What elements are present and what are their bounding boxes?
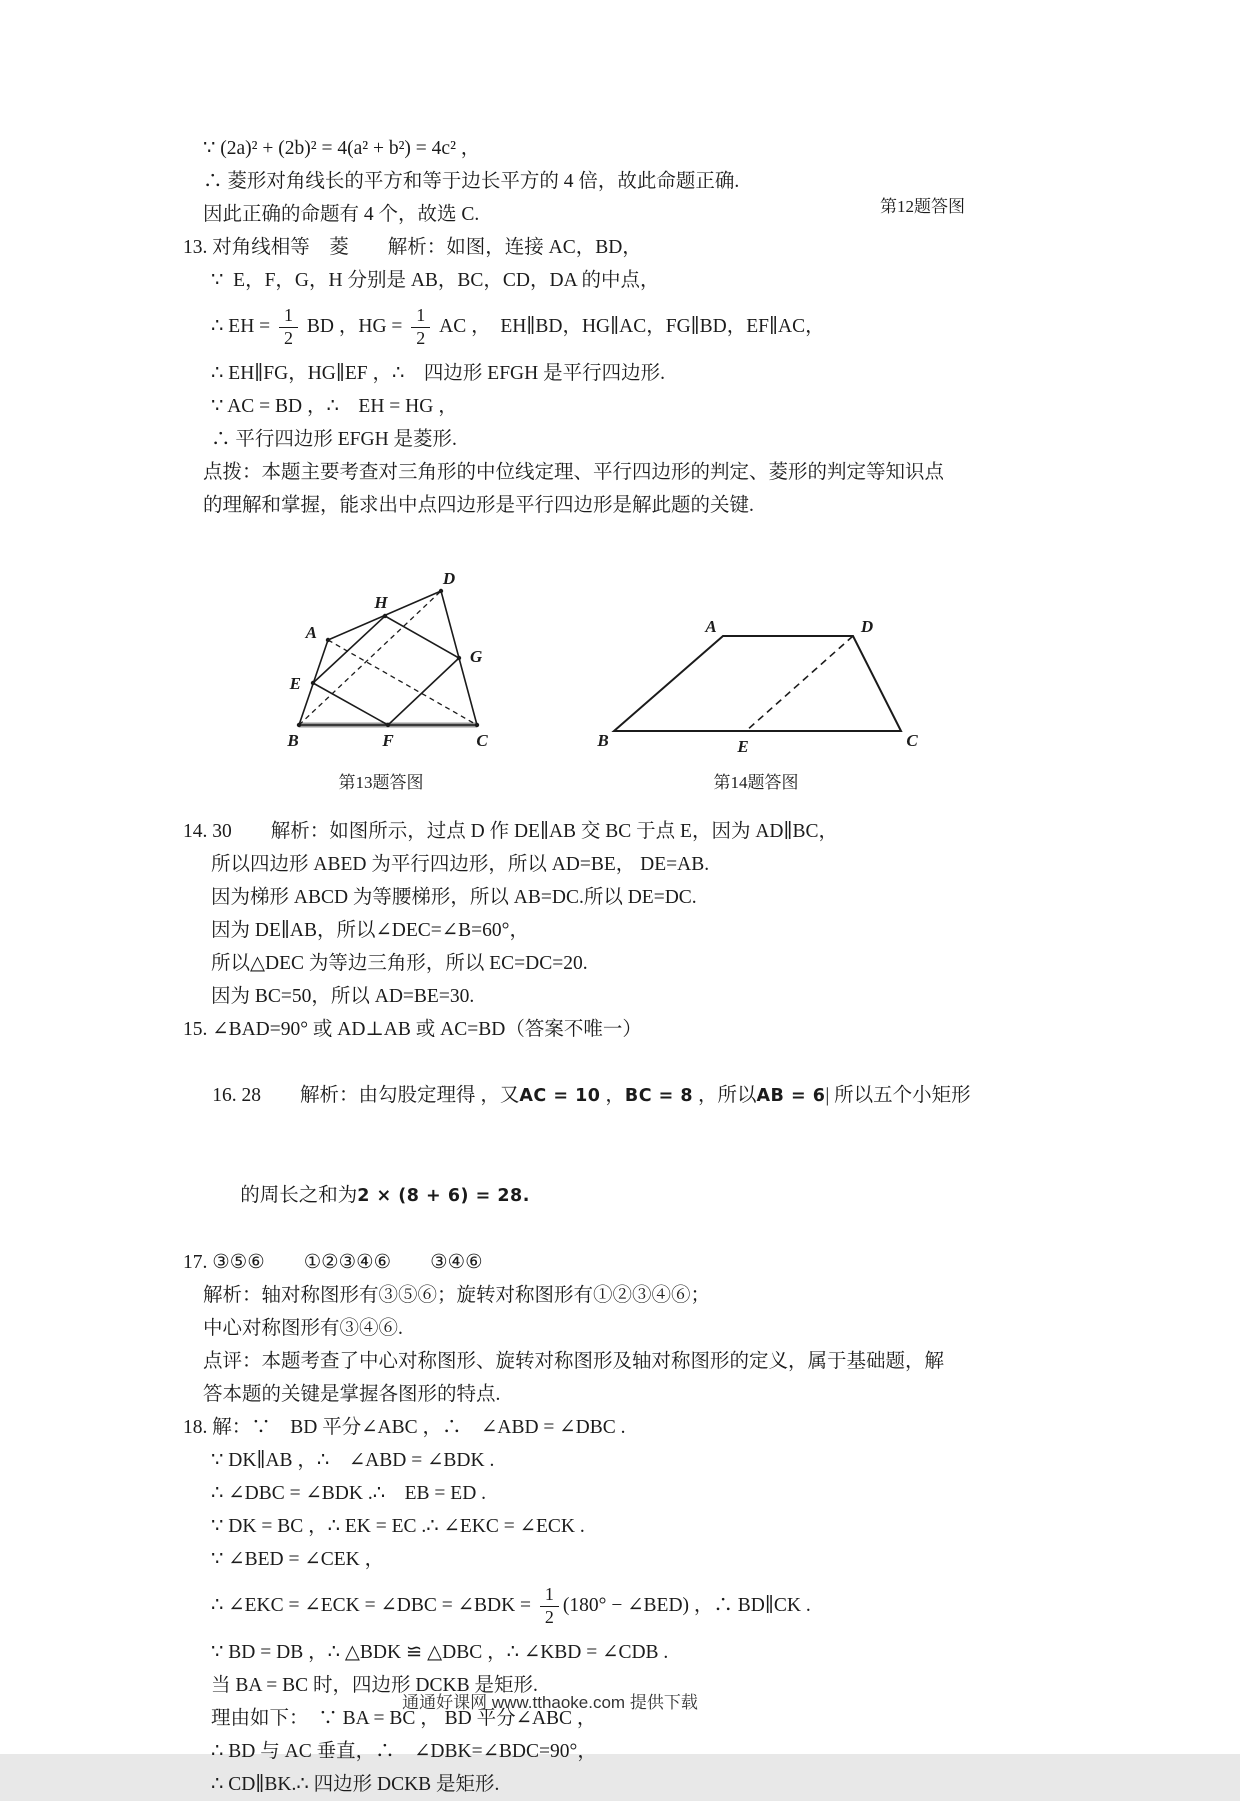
q18-line-8: 当 BA = BC 时，四边形 DCKB 是矩形. [211, 1675, 538, 1697]
math-text: ∴ EH = [211, 316, 276, 338]
fig13-vertex-h [383, 614, 387, 618]
math-text: BD ，HG = [302, 316, 408, 338]
math-text: AC ， EH∥BD，HG∥AC，FG∥BD，EF∥AC， [434, 316, 825, 338]
footer-site-link: 通通好课网 www.tthaoke.com 提供下载 [402, 1693, 698, 1712]
fraction-numerator: 1 [279, 305, 298, 328]
fraction-numerator: 1 [540, 1584, 559, 1607]
figures-row [183, 548, 1063, 793]
math-bold: BC = 8 [624, 1086, 694, 1107]
fraction-numerator: 1 [411, 305, 430, 328]
fig13-quadrilateral-efgh [313, 616, 459, 725]
fig13-drawing [241, 548, 521, 758]
math-text: ∴ ∠EKC = ∠ECK = ∠DBC = ∠BDK = [211, 1595, 536, 1617]
q18-line-6 [211, 1576, 1063, 1636]
q15-line: 15. ∠BAD=90° 或 AD⊥AB 或 AC=BD（答案不唯一） [183, 1019, 642, 1041]
q17-line-2: 解析：轴对称图形有③⑤⑥；旋转对称图形有①②③④⑥； [203, 1285, 711, 1307]
math-bold: AB = 6 [756, 1086, 826, 1107]
fig13-vertex-f [386, 723, 390, 727]
document-content [183, 132, 1063, 1801]
fig14-label-d: D [860, 617, 874, 637]
q18-line-5: ∵ ∠BED = ∠CEK ， [211, 1549, 385, 1571]
fig13-quadrilateral-abcd [299, 591, 477, 725]
math-text: (180° − ∠BED) ，∴ BD∥CK . [562, 1595, 811, 1617]
fraction [411, 305, 430, 349]
q18-line-2: ∵ DK∥AB ，∴ ∠ABD = ∠BDK . [211, 1450, 495, 1472]
fraction [279, 305, 298, 349]
solution-text: 16. 28 解析：由勾股定理得 ，又 [212, 1085, 520, 1107]
fig13-vertex-c [475, 723, 479, 727]
fig13-label-b: B [287, 731, 299, 751]
fig13-label-c: C [476, 731, 488, 751]
q18-line-11: ∴ CD∥BK.∴ 四边形 DCKB 是矩形. [211, 1774, 500, 1796]
q17-head-line: 17. ③⑤⑥ ①②③④⑥ ③④⑥ [183, 1252, 483, 1274]
q14-line-6: 因为 BC=50，所以 AD=BE=30. [211, 986, 475, 1008]
fig14-label-a: A [705, 617, 717, 637]
q18-line-3: ∴ ∠DBC = ∠BDK .∴ EB = ED . [211, 1483, 487, 1505]
math-bold: 2 × (8 + 6) = 28. [357, 1186, 530, 1207]
q13-line-midpoints: ∵ E，F，G，H 分别是 AB，BC，CD，DA 的中点， [211, 270, 660, 291]
fraction-denominator: 2 [284, 327, 294, 348]
fig14-label-c: C [906, 731, 918, 751]
solution-text: ， [600, 1085, 625, 1107]
q13-note-line1: 点拨：本题主要考查对三角形的中位线定理、平行四边形的判定、菱形的判定等知识点 [203, 462, 945, 484]
q13-head-line: 13. 对角线相等 菱 解析：如图，连接 AC，BD， [183, 237, 642, 258]
q12-line-formula: ∵ (2a)² + (2b)² = 4(a² + b²) = 4c² ， [203, 138, 481, 159]
math-bold: AC = 10 [519, 1086, 601, 1107]
solution-text: | 所以五个小矩形 [825, 1085, 971, 1107]
fig13-label-f: F [382, 731, 394, 751]
q14-line-4: 因为 DE∥AB，所以∠DEC=∠B=60°， [211, 920, 529, 942]
fig14-drawing [591, 616, 921, 758]
q13-line-parallelogram: ∴ EH∥FG，HG∥EF ，∴ 四边形 EFGH 是平行四边形. [211, 363, 665, 385]
q18-line-9: 理由如下： ∵ BA = BC ， BD 平分∠ABC ， [211, 1708, 597, 1730]
q16-head-line [183, 1046, 1063, 1146]
q18-line-7: ∵ BD = DB ，∴ △BDK ≌ △DBC ，∴ ∠KBD = ∠CDB . [211, 1642, 669, 1664]
fig13-vertex-b [297, 723, 301, 727]
q14-head-line: 14. 30 解析：如图所示，过点 D 作 DE∥AB 交 BC 于点 E，因为 AD∥BC， [183, 821, 839, 843]
fraction-denominator: 2 [416, 327, 426, 348]
fraction-denominator: 2 [544, 1606, 554, 1627]
solution-text: 的周长之和为 [240, 1185, 358, 1207]
q17-note-line1: 点评：本题考查了中心对称图形、旋转对称图形及轴对称图形的定义，属于基础题，解 [203, 1351, 945, 1373]
fig13-label-d: D [442, 569, 456, 589]
q12-line-answer: 因此正确的命题有 4 个，故选 C. [203, 204, 480, 225]
fig14-label-e: E [737, 737, 749, 757]
fig13-vertex-a [326, 638, 330, 642]
q17-line-3: 中心对称图形有③④⑥. [203, 1318, 403, 1340]
fig12-caption: 第12题答图 [880, 197, 965, 216]
fig13-label-e: E [289, 674, 301, 694]
q13-line-midsegment [211, 297, 1063, 357]
q12-line-conclusion: ∴ 菱形对角线长的平方和等于边长平方的 4 倍，故此命题正确. [203, 171, 740, 192]
fig13-label-g: G [470, 647, 483, 667]
fig14-segment-de [746, 636, 853, 731]
q13-line-rhombus: ∴ 平行四边形 EFGH 是菱形. [211, 429, 457, 451]
q13-note-line2: 的理解和掌握，能求出中点四边形是平行四边形是解此题的关键. [203, 495, 754, 517]
fig14-trapezoid-abcd [614, 636, 901, 731]
q16-line-2 [211, 1146, 1063, 1246]
fig13 [241, 548, 521, 793]
fig13-caption: 第13题答图 [338, 773, 424, 793]
fig13-label-a: A [305, 623, 317, 643]
q14-line-5: 所以△DEC 为等边三角形，所以 EC=DC=20. [211, 953, 588, 975]
fig14-caption: 第14题答图 [713, 773, 799, 793]
q17-note-line2: 答本题的关键是掌握各图形的特点. [203, 1384, 501, 1406]
q18-head-line: 18. 解：∵ BD 平分∠ABC ，∴ ∠ABD = ∠DBC . [183, 1417, 626, 1439]
fig13-vertex-d [439, 589, 443, 593]
fig13-vertex-g [457, 656, 461, 660]
q14-line-2: 所以四边形 ABED 为平行四边形，所以 AD=BE， DE=AB. [211, 854, 710, 876]
q13-line-equal: ∵ AC = BD ，∴ EH = HG ， [211, 396, 458, 418]
fig13-diagonal-bd [299, 591, 441, 725]
solution-text: ，所以 [693, 1085, 757, 1107]
q18-line-10: ∴ BD 与 AC 垂直，∴ ∠DBK=∠BDC=90°， [211, 1741, 597, 1763]
q18-line-4: ∵ DK = BC ，∴ EK = EC .∴ ∠EKC = ∠ECK . [211, 1516, 585, 1538]
q14-line-3: 因为梯形 ABCD 为等腰梯形，所以 AB=DC.所以 DE=DC. [211, 887, 697, 909]
fig14 [591, 616, 921, 793]
fig14-label-b: B [597, 731, 609, 751]
fig13-label-h: H [374, 593, 388, 613]
fraction [540, 1584, 559, 1628]
fig13-vertex-e [311, 681, 315, 685]
